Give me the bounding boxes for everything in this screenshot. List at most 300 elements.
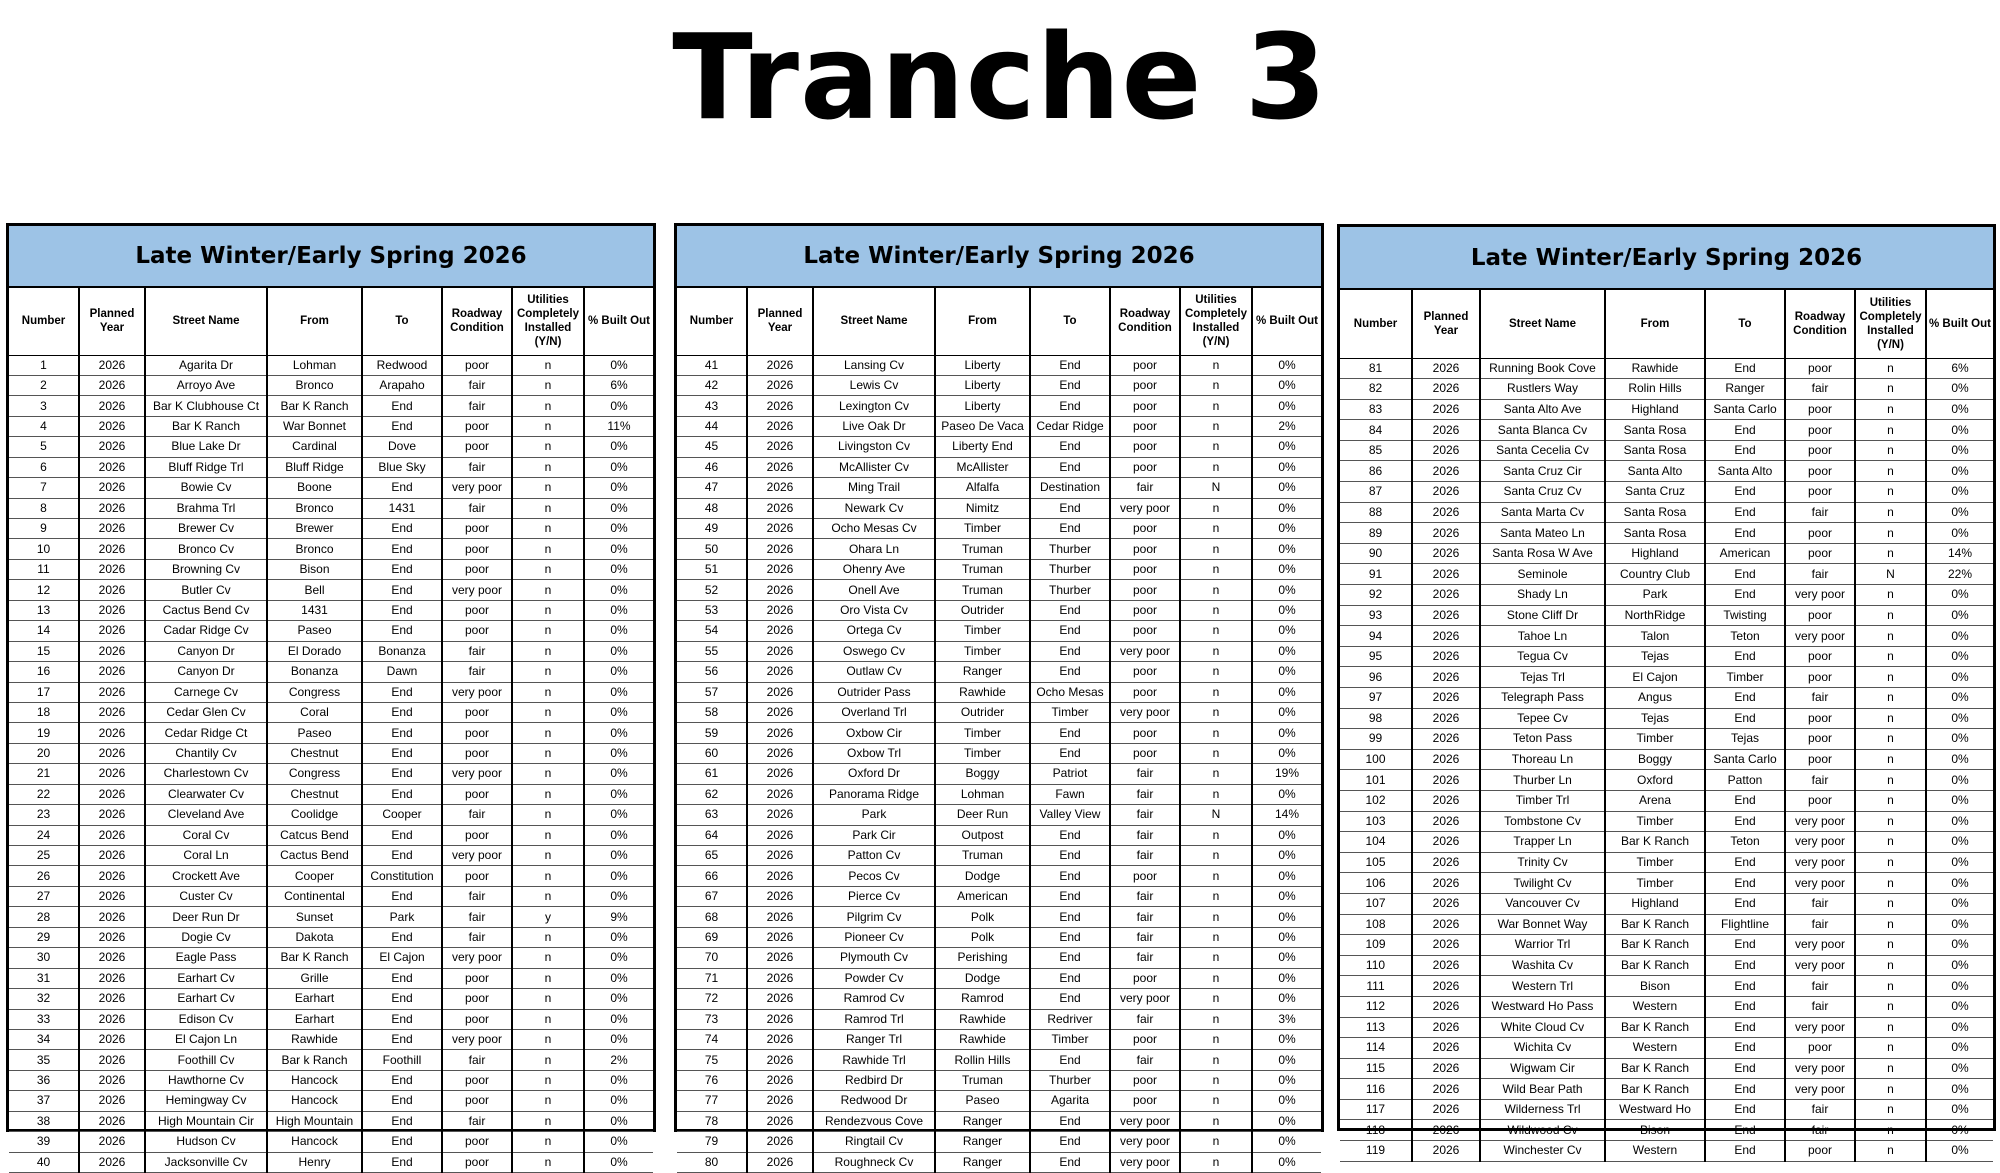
cell-to: Arapaho	[362, 375, 442, 395]
table-row	[1340, 935, 1993, 956]
cell-roadway-condition: very poor	[1110, 1152, 1180, 1172]
cell-built-out: 0%	[1926, 770, 1993, 791]
cell-to: End	[1705, 976, 1785, 997]
cell-built-out: 0%	[1252, 498, 1321, 518]
cell-number: 53	[677, 600, 747, 620]
cell-built-out: 0%	[584, 641, 653, 661]
cell-street-name: Tombstone Cv	[1480, 811, 1605, 832]
cell-street-name: Cadar Ridge Cv	[145, 621, 267, 641]
cell-from: Timber	[935, 621, 1030, 641]
cell-utilities-completely-installed-y-n: n	[512, 1009, 584, 1029]
cell-planned-year: 2026	[747, 662, 813, 682]
cell-roadway-condition: fair	[1110, 846, 1180, 866]
cell-from: Santa Rosa	[1605, 440, 1705, 461]
cell-roadway-condition: fair	[442, 457, 512, 477]
cell-roadway-condition: poor	[1785, 729, 1855, 750]
cell-planned-year: 2026	[747, 825, 813, 845]
table-row	[677, 866, 1321, 886]
table-row	[677, 927, 1321, 947]
cell-street-name: Park	[813, 805, 935, 825]
table-row	[9, 927, 653, 947]
cell-roadway-condition: poor	[1110, 1070, 1180, 1090]
cell-utilities-completely-installed-y-n: N	[1180, 805, 1252, 825]
cell-street-name: Santa Alto Ave	[1480, 399, 1605, 420]
cell-built-out: 0%	[584, 764, 653, 784]
cell-street-name: Pilgrim Cv	[813, 907, 935, 927]
cell-utilities-completely-installed-y-n: n	[1180, 968, 1252, 988]
cell-street-name: Pioneer Cv	[813, 927, 935, 947]
cell-to: Dawn	[362, 662, 442, 682]
cell-number: 91	[1340, 564, 1412, 585]
cell-planned-year: 2026	[1412, 811, 1480, 832]
cell-built-out: 0%	[1252, 682, 1321, 702]
cell-to: End	[1030, 743, 1110, 763]
cell-planned-year: 2026	[747, 1132, 813, 1152]
cell-planned-year: 2026	[79, 559, 145, 579]
cell-street-name: Wildwood Cv	[1480, 1120, 1605, 1141]
cell-utilities-completely-installed-y-n: n	[1855, 420, 1926, 441]
cell-built-out: 14%	[1926, 543, 1993, 564]
cell-planned-year: 2026	[747, 886, 813, 906]
cell-to: End	[362, 825, 442, 845]
cell-from: Outrider	[935, 702, 1030, 722]
cell-utilities-completely-installed-y-n: n	[1180, 662, 1252, 682]
cell-planned-year: 2026	[747, 723, 813, 743]
cell-utilities-completely-installed-y-n: n	[1855, 1141, 1926, 1162]
column-header-street-name: Street Name	[145, 288, 267, 355]
column-header-to: To	[1705, 290, 1785, 358]
cell-built-out: 0%	[584, 948, 653, 968]
cell-street-name: Canyon Dr	[145, 662, 267, 682]
cell-utilities-completely-installed-y-n: n	[1855, 790, 1926, 811]
cell-to: End	[362, 1132, 442, 1152]
cell-street-name: Tepee Cv	[1480, 708, 1605, 729]
table-row	[9, 682, 653, 702]
cell-built-out: 0%	[584, 437, 653, 457]
cell-built-out: 0%	[1926, 749, 1993, 770]
cell-from: El Cajon	[1605, 667, 1705, 688]
cell-utilities-completely-installed-y-n: n	[1855, 1099, 1926, 1120]
table-row	[1340, 749, 1993, 770]
cell-utilities-completely-installed-y-n: n	[1180, 743, 1252, 763]
cell-built-out: 0%	[1252, 1132, 1321, 1152]
cell-utilities-completely-installed-y-n: n	[1855, 996, 1926, 1017]
cell-utilities-completely-installed-y-n: n	[1180, 1152, 1252, 1172]
cell-to: Bonanza	[362, 641, 442, 661]
column-header-utilities-completely-installed-y-n: Utilities Completely Installed (Y/N)	[1855, 290, 1926, 358]
cell-utilities-completely-installed-y-n: n	[1180, 416, 1252, 436]
cell-to: End	[1030, 846, 1110, 866]
table-row	[9, 355, 653, 375]
cell-to: Patriot	[1030, 764, 1110, 784]
cell-roadway-condition: very poor	[1110, 498, 1180, 518]
table-row	[677, 702, 1321, 722]
cell-to: End	[362, 519, 442, 539]
cell-from: Earhart	[267, 1009, 362, 1029]
cell-roadway-condition: very poor	[1785, 852, 1855, 873]
cell-number: 11	[9, 559, 79, 579]
table-row	[9, 416, 653, 436]
cell-planned-year: 2026	[747, 1091, 813, 1111]
cell-utilities-completely-installed-y-n: n	[512, 498, 584, 518]
cell-roadway-condition: fair	[1785, 770, 1855, 791]
table-row	[9, 1111, 653, 1131]
column-header-utilities-completely-installed-y-n: Utilities Completely Installed (Y/N)	[512, 288, 584, 355]
cell-to: End	[1705, 564, 1785, 585]
cell-to: End	[1030, 866, 1110, 886]
table-row	[1340, 1017, 1993, 1038]
cell-number: 82	[1340, 379, 1412, 400]
cell-number: 41	[677, 355, 747, 375]
cell-from: Brewer	[267, 519, 362, 539]
cell-utilities-completely-installed-y-n: n	[1855, 1120, 1926, 1141]
cell-roadway-condition: poor	[442, 968, 512, 988]
cell-to: End	[362, 580, 442, 600]
cell-number: 32	[9, 989, 79, 1009]
cell-planned-year: 2026	[79, 519, 145, 539]
cell-planned-year: 2026	[747, 907, 813, 927]
cell-planned-year: 2026	[79, 1009, 145, 1029]
table-row	[677, 559, 1321, 579]
cell-to: Foothill	[362, 1050, 442, 1070]
column-header-planned-year: Planned Year	[747, 288, 813, 355]
cell-to: End	[1705, 1017, 1785, 1038]
table-row	[677, 1070, 1321, 1090]
cell-number: 65	[677, 846, 747, 866]
cell-from: Park	[1605, 585, 1705, 606]
table-row	[677, 416, 1321, 436]
cell-planned-year: 2026	[79, 702, 145, 722]
cell-planned-year: 2026	[1412, 1079, 1480, 1100]
cell-built-out: 0%	[584, 743, 653, 763]
cell-number: 29	[9, 927, 79, 947]
cell-utilities-completely-installed-y-n: n	[1180, 355, 1252, 375]
cell-utilities-completely-installed-y-n: n	[1180, 600, 1252, 620]
cell-utilities-completely-installed-y-n: n	[512, 968, 584, 988]
cell-roadway-condition: very poor	[1785, 1017, 1855, 1038]
table-row	[677, 1009, 1321, 1029]
cell-street-name: Ranger Trl	[813, 1029, 935, 1049]
cell-roadway-condition: poor	[1110, 355, 1180, 375]
cell-planned-year: 2026	[1412, 770, 1480, 791]
table-row	[1340, 358, 1993, 379]
cell-roadway-condition: poor	[1785, 749, 1855, 770]
table-row	[1340, 976, 1993, 997]
cell-built-out: 9%	[584, 907, 653, 927]
cell-roadway-condition: poor	[1785, 358, 1855, 379]
cell-street-name: Seminole	[1480, 564, 1605, 585]
table-row	[677, 437, 1321, 457]
cell-planned-year: 2026	[747, 1050, 813, 1070]
table-row	[1340, 955, 1993, 976]
cell-roadway-condition: very poor	[1785, 935, 1855, 956]
cell-from: Henry	[267, 1152, 362, 1172]
cell-built-out: 0%	[1252, 437, 1321, 457]
cell-from: Catcus Bend	[267, 825, 362, 845]
cell-built-out: 0%	[1926, 976, 1993, 997]
cell-from: NorthRidge	[1605, 605, 1705, 626]
table-row	[9, 580, 653, 600]
cell-number: 76	[677, 1070, 747, 1090]
cell-street-name: Bar K Clubhouse Ct	[145, 396, 267, 416]
cell-street-name: Cedar Ridge Ct	[145, 723, 267, 743]
cell-utilities-completely-installed-y-n: n	[512, 641, 584, 661]
cell-street-name: Washita Cv	[1480, 955, 1605, 976]
cell-utilities-completely-installed-y-n: n	[1855, 873, 1926, 894]
cell-roadway-condition: poor	[1110, 437, 1180, 457]
cell-street-name: Livingston Cv	[813, 437, 935, 457]
cell-planned-year: 2026	[1412, 914, 1480, 935]
table-row	[1340, 708, 1993, 729]
table-row	[9, 764, 653, 784]
column-header-number: Number	[677, 288, 747, 355]
cell-planned-year: 2026	[747, 478, 813, 498]
cell-from: Truman	[935, 846, 1030, 866]
cell-planned-year: 2026	[1412, 873, 1480, 894]
cell-planned-year: 2026	[747, 621, 813, 641]
cell-from: Dodge	[935, 968, 1030, 988]
cell-to: End	[1705, 523, 1785, 544]
cell-utilities-completely-installed-y-n: n	[1855, 461, 1926, 482]
cell-roadway-condition: poor	[1785, 1141, 1855, 1162]
cell-planned-year: 2026	[79, 662, 145, 682]
cell-to: Flightline	[1705, 914, 1785, 935]
cell-planned-year: 2026	[747, 519, 813, 539]
cell-from: Liberty	[935, 355, 1030, 375]
cell-to: End	[1705, 646, 1785, 667]
table-row	[9, 375, 653, 395]
cell-from: Highland	[1605, 543, 1705, 564]
cell-built-out: 19%	[1252, 764, 1321, 784]
cell-to: End	[362, 743, 442, 763]
cell-utilities-completely-installed-y-n: n	[1855, 914, 1926, 935]
cell-street-name: Western Trl	[1480, 976, 1605, 997]
cell-from: Bison	[267, 559, 362, 579]
cell-from: Rawhide	[935, 682, 1030, 702]
cell-to: End	[1030, 1132, 1110, 1152]
cell-to: Cooper	[362, 805, 442, 825]
cell-street-name: Ohenry Ave	[813, 559, 935, 579]
table-row	[677, 457, 1321, 477]
cell-from: Congress	[267, 682, 362, 702]
cell-built-out: 0%	[1926, 1099, 1993, 1120]
cell-from: Sunset	[267, 907, 362, 927]
cell-to: End	[1705, 955, 1785, 976]
table-row	[9, 784, 653, 804]
cell-to: End	[362, 559, 442, 579]
cell-street-name: Winchester Cv	[1480, 1141, 1605, 1162]
cell-built-out: 0%	[1926, 440, 1993, 461]
table-row	[9, 968, 653, 988]
cell-street-name: Ramrod Cv	[813, 989, 935, 1009]
cell-planned-year: 2026	[747, 1009, 813, 1029]
cell-number: 18	[9, 702, 79, 722]
cell-street-name: Foothill Cv	[145, 1050, 267, 1070]
cell-built-out: 0%	[1926, 605, 1993, 626]
cell-planned-year: 2026	[1412, 626, 1480, 647]
cell-utilities-completely-installed-y-n: n	[512, 702, 584, 722]
cell-number: 92	[1340, 585, 1412, 606]
cell-built-out: 0%	[584, 846, 653, 866]
cell-roadway-condition: poor	[442, 355, 512, 375]
cell-from: Deer Run	[935, 805, 1030, 825]
cell-planned-year: 2026	[747, 1111, 813, 1131]
cell-to: Cedar Ridge	[1030, 416, 1110, 436]
cell-utilities-completely-installed-y-n: n	[512, 886, 584, 906]
schedule-table-1	[6, 223, 656, 1169]
cell-street-name: Charlestown Cv	[145, 764, 267, 784]
cell-to: End	[362, 1091, 442, 1111]
table-row	[1340, 688, 1993, 709]
cell-street-name: Stone Cliff Dr	[1480, 605, 1605, 626]
cell-to: Teton	[1705, 832, 1785, 853]
cell-number: 62	[677, 784, 747, 804]
cell-built-out: 0%	[1252, 478, 1321, 498]
cell-street-name: Teton Pass	[1480, 729, 1605, 750]
cell-planned-year: 2026	[79, 784, 145, 804]
cell-street-name: Clearwater Cv	[145, 784, 267, 804]
cell-from: McAllister	[935, 457, 1030, 477]
table-row	[1340, 832, 1993, 853]
cell-roadway-condition: poor	[1785, 482, 1855, 503]
cell-utilities-completely-installed-y-n: n	[1855, 955, 1926, 976]
cell-from: Timber	[1605, 852, 1705, 873]
cell-planned-year: 2026	[1412, 749, 1480, 770]
table-row	[1340, 790, 1993, 811]
cell-roadway-condition: very poor	[1785, 585, 1855, 606]
cell-from: 1431	[267, 600, 362, 620]
column-header-planned-year: Planned Year	[1412, 290, 1480, 358]
table-row	[677, 784, 1321, 804]
cell-number: 33	[9, 1009, 79, 1029]
cell-built-out: 0%	[1926, 626, 1993, 647]
cell-roadway-condition: very poor	[442, 846, 512, 866]
cell-to: Valley View	[1030, 805, 1110, 825]
cell-street-name: Trinity Cv	[1480, 852, 1605, 873]
cell-street-name: Cedar Glen Cv	[145, 702, 267, 722]
table-row	[9, 519, 653, 539]
cell-built-out: 0%	[584, 682, 653, 702]
cell-utilities-completely-installed-y-n: n	[1855, 523, 1926, 544]
cell-roadway-condition: poor	[1110, 968, 1180, 988]
cell-roadway-condition: fair	[1110, 948, 1180, 968]
cell-street-name: Outlaw Cv	[813, 662, 935, 682]
cell-built-out: 0%	[1252, 907, 1321, 927]
cell-from: Santa Cruz	[1605, 482, 1705, 503]
cell-from: Bar K Ranch	[1605, 832, 1705, 853]
cell-utilities-completely-installed-y-n: n	[1855, 832, 1926, 853]
cell-roadway-condition: very poor	[1110, 989, 1180, 1009]
cell-to: 1431	[362, 498, 442, 518]
cell-planned-year: 2026	[79, 866, 145, 886]
cell-built-out: 0%	[1252, 846, 1321, 866]
cell-built-out: 0%	[1926, 523, 1993, 544]
cell-from: Bar k Ranch	[267, 1050, 362, 1070]
cell-from: Dodge	[935, 866, 1030, 886]
table-row	[9, 1132, 653, 1152]
cell-utilities-completely-installed-y-n: n	[512, 559, 584, 579]
cell-from: Earhart	[267, 989, 362, 1009]
cell-utilities-completely-installed-y-n: n	[512, 416, 584, 436]
cell-to: End	[1705, 893, 1785, 914]
cell-street-name: Arroyo Ave	[145, 375, 267, 395]
cell-roadway-condition: poor	[442, 702, 512, 722]
cell-from: Continental	[267, 886, 362, 906]
cell-roadway-condition: fair	[442, 1050, 512, 1070]
cell-to: End	[362, 1029, 442, 1049]
table-row	[9, 1070, 653, 1090]
cell-planned-year: 2026	[1412, 399, 1480, 420]
cell-from: Nimitz	[935, 498, 1030, 518]
cell-planned-year: 2026	[79, 1029, 145, 1049]
cell-street-name: Oxford Dr	[813, 764, 935, 784]
cell-planned-year: 2026	[1412, 502, 1480, 523]
cell-utilities-completely-installed-y-n: n	[1855, 502, 1926, 523]
cell-from: Bar K Ranch	[1605, 955, 1705, 976]
cell-to: Dove	[362, 437, 442, 457]
cell-to: Destination	[1030, 478, 1110, 498]
cell-to: Thurber	[1030, 1070, 1110, 1090]
cell-from: Oxford	[1605, 770, 1705, 791]
cell-roadway-condition: poor	[1110, 519, 1180, 539]
cell-number: 47	[677, 478, 747, 498]
table-row	[677, 396, 1321, 416]
cell-planned-year: 2026	[747, 1029, 813, 1049]
cell-number: 26	[9, 866, 79, 886]
cell-utilities-completely-installed-y-n: n	[1180, 1009, 1252, 1029]
cell-built-out: 0%	[1926, 935, 1993, 956]
cell-planned-year: 2026	[79, 968, 145, 988]
cell-to: Santa Carlo	[1705, 749, 1785, 770]
table-row	[1340, 564, 1993, 585]
cell-planned-year: 2026	[79, 396, 145, 416]
table-row	[9, 702, 653, 722]
cell-street-name: Bar K Ranch	[145, 416, 267, 436]
cell-to: Santa Alto	[1705, 461, 1785, 482]
cell-built-out: 0%	[1252, 1111, 1321, 1131]
cell-street-name: Earhart Cv	[145, 989, 267, 1009]
cell-built-out: 0%	[1252, 621, 1321, 641]
cell-built-out: 0%	[1252, 948, 1321, 968]
cell-to: End	[1030, 968, 1110, 988]
cell-number: 74	[677, 1029, 747, 1049]
cell-built-out: 0%	[1926, 502, 1993, 523]
cell-from: Cardinal	[267, 437, 362, 457]
cell-to: End	[1030, 621, 1110, 641]
cell-from: Liberty	[935, 375, 1030, 395]
cell-built-out: 0%	[1252, 968, 1321, 988]
cell-number: 60	[677, 743, 747, 763]
table-row	[677, 723, 1321, 743]
cell-roadway-condition: fair	[442, 1111, 512, 1131]
cell-number: 25	[9, 846, 79, 866]
cell-built-out: 0%	[1926, 955, 1993, 976]
cell-utilities-completely-installed-y-n: n	[1855, 1017, 1926, 1038]
cell-street-name: Wigwam Cir	[1480, 1058, 1605, 1079]
cell-built-out: 0%	[1926, 996, 1993, 1017]
cell-number: 83	[1340, 399, 1412, 420]
cell-from: Paseo De Vaca	[935, 416, 1030, 436]
cell-roadway-condition: very poor	[1785, 1058, 1855, 1079]
cell-number: 31	[9, 968, 79, 988]
cell-number: 13	[9, 600, 79, 620]
cell-built-out: 0%	[1252, 1050, 1321, 1070]
cell-number: 61	[677, 764, 747, 784]
cell-planned-year: 2026	[747, 743, 813, 763]
cell-to: End	[1030, 825, 1110, 845]
cell-roadway-condition: poor	[1110, 682, 1180, 702]
cell-street-name: Thoreau Ln	[1480, 749, 1605, 770]
